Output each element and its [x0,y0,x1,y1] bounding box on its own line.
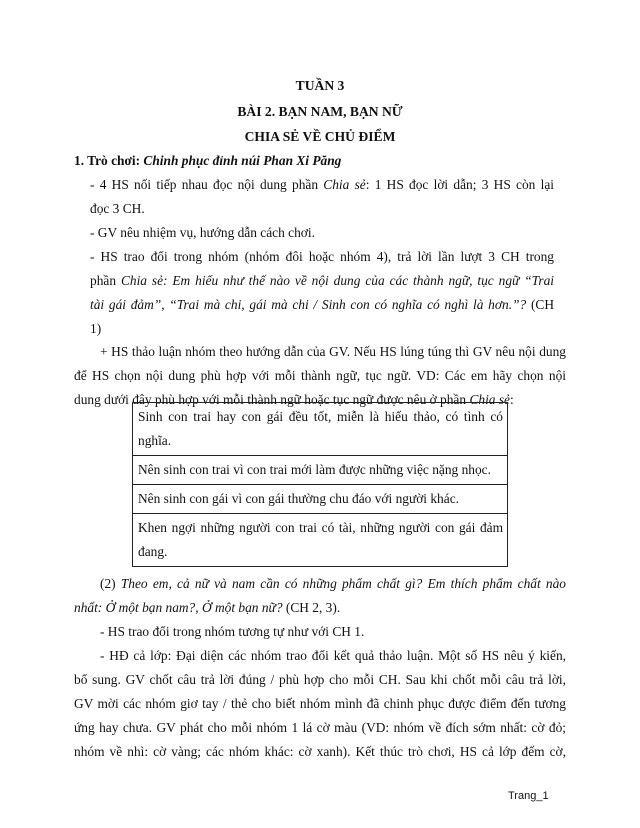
table-row [133,514,508,567]
table-row [133,403,508,456]
topic-heading: CHIA SẺ VỀ CHỦ ĐIỂM [244,129,396,144]
bullet-1-line-2: đọc 3 CH. [90,201,145,216]
option-cell: Nên sinh con trai vì con trai mới làm được những việc nặng nhọc. [133,456,508,485]
week-heading: TUẦN 3 [295,78,345,93]
para-2-line-3: GV mời các nhóm giơ tay / thẻ cho biết nhóm mình đã chinh phục được điểm đến tương [74,696,566,711]
section-1-number: 1. Trò chơi: [74,153,144,168]
bullet-3-line-3: tài gái đảm”, “Trai mà chi, gái mà chi / Sinh con có nghĩa có nghì là hơn.”? (CH [90,297,554,312]
options-table [132,402,508,567]
para-2-line-1: - HĐ cả lớp: Đại diện các nhóm trao đổi kết quả thảo luận. Một số HS nêu ý kiến, [100,648,566,663]
bullet-1-line-1: - 4 HS nối tiếp nhau đọc nội dung phần Chia sẻ: 1 HS đọc lời dẫn; 3 HS còn lại [90,177,554,192]
page-footer: Trang_1 [508,790,549,802]
table-row [133,485,508,514]
bullet-3-line-2: phần Chia sẻ: Em hiểu như thế nào về nội dung của các thành ngữ, tục ngữ “Trai [90,273,554,288]
option-cell: Sinh con trai hay con gái đều tốt, miễn là hiếu thảo, có tình có nghĩa. [133,403,508,456]
question-2-line-1: (2) Theo em, cả nữ và nam cần có những phẩm chất gì? Em thích phẩm chất nào [100,576,566,591]
bullet-3-line-4: 1) [90,321,102,336]
question-2-line-2: nhất: Ở một bạn nam?, Ở một bạn nữ? (CH 2, 3). [74,600,341,615]
bullet-2: - GV nêu nhiệm vụ, hướng dẫn cách chơi. [90,225,315,240]
para-1-line-1: + HS thảo luận nhóm theo hướng dẫn của GV. Nếu HS lúng túng thì GV nêu nội dung [100,344,566,359]
para-2-line-5: nhóm về nhì: cờ vàng; các nhóm khác: cờ xanh). Kết thúc trò chơi, HS cả lớp đếm cờ, [74,744,566,759]
section-1-heading [74,153,341,169]
bullet-4: - HS trao đổi trong nhóm tương tự như với CH 1. [100,624,365,639]
section-1-title: Chinh phục đỉnh núi Phan Xi Păng [143,153,342,168]
para-1-line-2: để HS chọn nội dung phù hợp với mỗi thành ngữ, tục ngữ. VD: Các em hãy chọn nội [74,368,566,383]
para-2-line-4: ứng hay chưa. GV phát cho mỗi nhóm 1 lá cờ màu (VD: nhóm về đích sớm nhất: cờ đỏ; [74,720,566,735]
table-row [133,456,508,485]
lesson-heading: BÀI 2. BẠN NAM, BẠN NỮ [237,104,403,119]
para-1-line-3: dung dưới đây phù hợp với mỗi thành ngữ hoặc tục ngữ được nêu ở phần Chia sẻ: [74,392,514,407]
bullet-3-line-1: - HS trao đổi trong nhóm (nhóm đôi hoặc nhóm 4), trả lời lần lượt 3 CH trong [90,249,554,264]
option-cell: Nên sinh con gái vì con gái thường chu đáo với người khác. [133,485,508,514]
para-2-line-2: bổ sung. GV chốt câu trả lời đúng / phù hợp cho mỗi CH. Sau khi chốt mỗi câu trả lời, [74,672,566,687]
option-cell: Khen ngợi những người con trai có tài, những người con gái đảm đang. [133,514,508,567]
